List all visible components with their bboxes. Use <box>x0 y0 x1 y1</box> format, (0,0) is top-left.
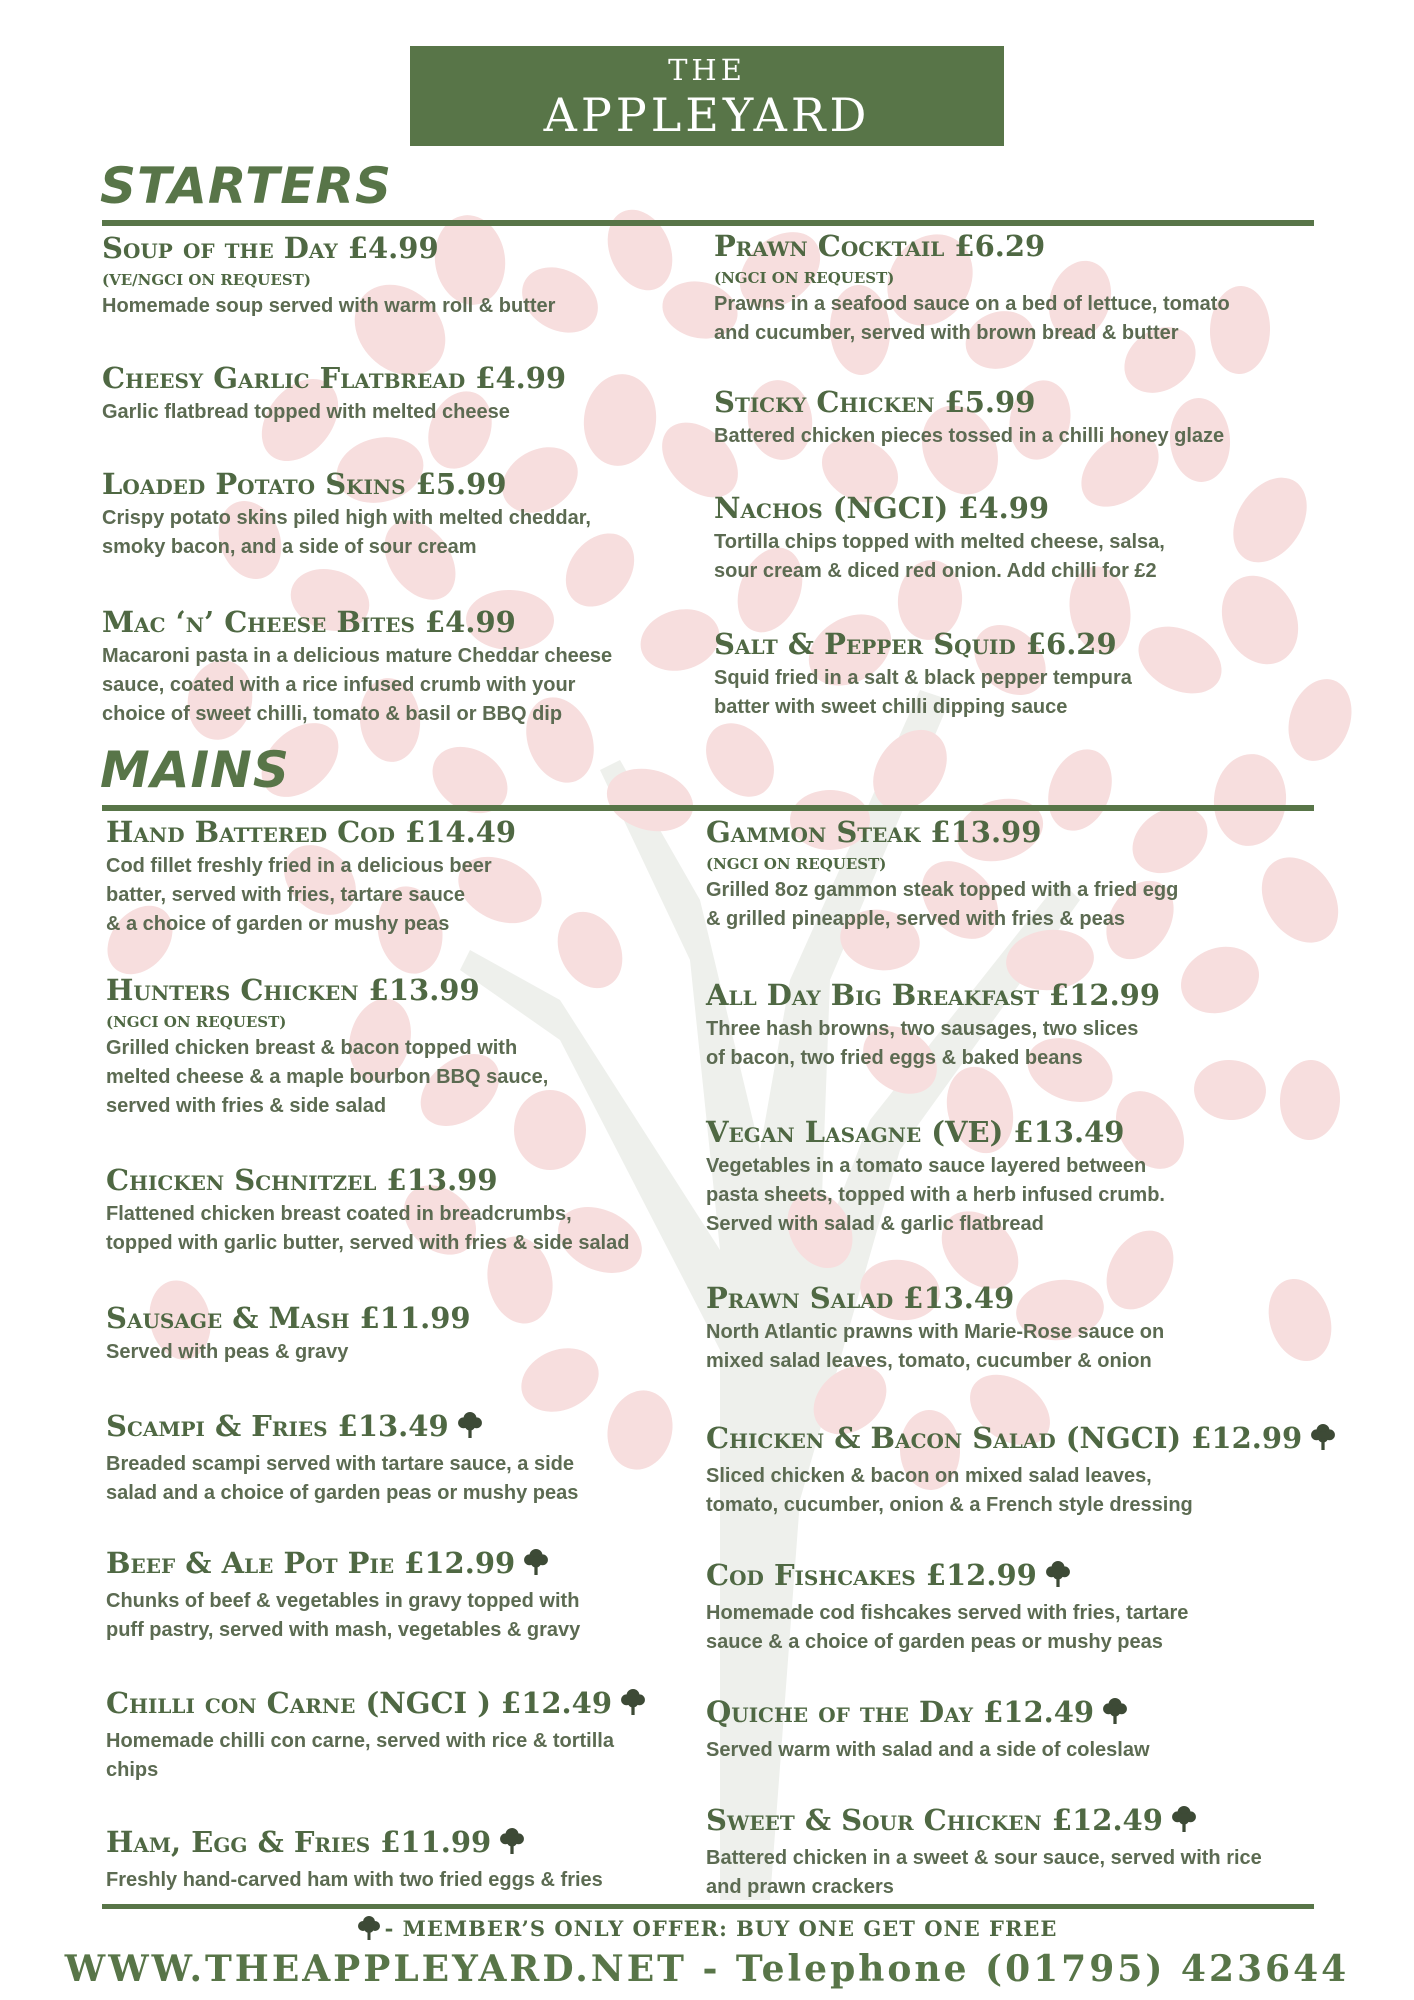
menu-item-description: choice of sweet chilli, tomato & basil or BBQ dip <box>102 703 563 725</box>
menu-item-description: and cucumber, served with brown bread & butter <box>714 322 1179 344</box>
mains-heading: MAINS <box>100 741 290 799</box>
tree-icon <box>1310 1422 1336 1462</box>
menu-item-description: Served warm with salad and a side of coleslaw <box>706 1739 1150 1761</box>
menu-item-name: Ham, Egg & Fries £11.99 <box>106 1825 492 1859</box>
menu-item-description: Cod fillet freshly fried in a delicious beer <box>106 855 492 877</box>
menu-item-name: Quiche of the Day £12.49 <box>706 1695 1095 1729</box>
tree-icon <box>499 1826 525 1866</box>
menu-item-description: Sliced chicken & bacon on mixed salad leaves, <box>706 1465 1152 1487</box>
menu-item <box>106 1406 716 1508</box>
menu-item-description: of bacon, two fried eggs & baked beans <box>706 1047 1083 1069</box>
menu-item-name: Prawn Salad £13.49 <box>706 1281 1015 1315</box>
menu-item <box>106 1683 716 1785</box>
menu-item-title <box>706 975 1316 1015</box>
menu-item-title <box>714 624 1324 664</box>
menu-item-name: Loaded Potato Skins £5.99 <box>102 467 507 501</box>
menu-item-name: All Day Big Breakfast £12.99 <box>706 978 1161 1012</box>
menu-item <box>706 1555 1316 1657</box>
menu-item-title <box>102 464 712 504</box>
menu-item-description: Garlic flatbread topped with melted cheese <box>102 401 510 423</box>
footer-divider <box>102 1904 1314 1909</box>
menu-item <box>102 228 712 321</box>
menu-item-title <box>706 1418 1316 1462</box>
menu-item-title <box>102 228 712 268</box>
menu-item-title <box>706 1112 1316 1152</box>
menu-item-name: Soup of the Day £4.99 <box>102 231 439 265</box>
menu-item-title <box>106 812 716 852</box>
tree-icon <box>457 1410 483 1450</box>
menu-item-title <box>102 602 712 642</box>
menu-item-title <box>714 488 1324 528</box>
menu-item <box>106 1160 716 1258</box>
menu-item-name: Cod Fishcakes £12.99 <box>706 1558 1037 1592</box>
menu-item-description: Squid fried in a salt & black pepper tempura <box>714 667 1132 689</box>
menu-item <box>706 1800 1316 1902</box>
menu-item-description: North Atlantic prawns with Marie-Rose sauce on <box>706 1321 1165 1343</box>
menu-item-description: chips <box>106 1759 159 1781</box>
menu-item <box>102 464 712 562</box>
menu-item-note: (NGCI ON REQUEST) <box>706 855 887 873</box>
tree-icon <box>620 1687 646 1727</box>
menu-item-description: Grilled 8oz gammon steak topped with a fried egg <box>706 879 1179 901</box>
menu-item-description: Chunks of beef & vegetables in gravy topped with <box>106 1590 580 1612</box>
tree-icon <box>1045 1559 1071 1599</box>
menu-item-description: batter, served with fries, tartare sauce <box>106 884 466 906</box>
menu-item-description: Grilled chicken breast & bacon topped with <box>106 1037 518 1059</box>
member-offer-text: - MEMBER’S ONLY OFFER: BUY ONE GET ONE FREE <box>384 1916 1058 1941</box>
menu-item-name: Mac ‘n’ Cheese Bites £4.99 <box>102 605 516 639</box>
menu-item-description: mixed salad leaves, tomato, cucumber & onion <box>706 1350 1152 1372</box>
menu-item-description: melted cheese & a maple bourbon BBQ sauce, <box>106 1066 549 1088</box>
menu-item <box>106 812 716 939</box>
menu-item-description: Crispy potato skins piled high with melted cheddar, <box>102 507 591 529</box>
menu-item-name: Gammon Steak £13.99 <box>706 815 1042 849</box>
menu-item <box>706 1112 1316 1239</box>
menu-item-description: Homemade soup served with warm roll & butter <box>102 295 556 317</box>
menu-item-title <box>102 358 712 398</box>
menu-item-name: Vegan Lasagne (VE) £13.49 <box>706 1115 1125 1149</box>
menu-item <box>706 1278 1316 1376</box>
menu-item-title <box>706 1692 1316 1736</box>
menu-item-description: Macaroni pasta in a delicious mature Cheddar cheese <box>102 645 613 667</box>
menu-item-name: Nachos (NGCI) £4.99 <box>714 491 1050 525</box>
menu-item-description: Three hash browns, two sausages, two slices <box>706 1018 1139 1040</box>
menu-item-description: Flattened chicken breast coated in breadcrumbs, <box>106 1203 572 1225</box>
menu-item-name: Chicken & Bacon Salad (NGCI) £12.99 <box>706 1421 1303 1455</box>
menu-item-description: Battered chicken in a sweet & sour sauce, served with rice <box>706 1847 1262 1869</box>
menu-item-title <box>714 226 1324 266</box>
menu-item <box>106 1543 716 1645</box>
tree-icon <box>523 1547 549 1587</box>
mains-divider <box>102 805 1314 811</box>
menu-item-title <box>706 812 1316 852</box>
menu-item-description: puff pastry, served with mash, vegetables & gravy <box>106 1619 581 1641</box>
menu-item <box>714 382 1324 451</box>
menu-item <box>706 1692 1316 1765</box>
menu-item-name: Cheesy Garlic Flatbread £4.99 <box>102 361 567 395</box>
menu-item-title <box>106 1822 716 1866</box>
menu-item-description: & grilled pineapple, served with fries & peas <box>706 908 1126 930</box>
menu-item-name: Sweet & Sour Chicken £12.49 <box>706 1803 1163 1837</box>
menu-item-note: (NGCI ON REQUEST) <box>714 269 895 287</box>
menu-item-description: Vegetables in a tomato sauce layered between <box>706 1155 1147 1177</box>
menu-item-description: served with fries & side salad <box>106 1095 387 1117</box>
menu-item <box>102 602 712 729</box>
menu-item <box>706 812 1316 934</box>
menu-item <box>106 1298 716 1367</box>
menu-item-name: Chilli con Carne (NGCI ) £12.49 <box>106 1686 613 1720</box>
menu-item-description: sour cream & diced red onion. Add chilli for £2 <box>714 560 1157 582</box>
menu-item <box>714 624 1324 722</box>
menu-item-name: Scampi & Fries £13.49 <box>106 1409 449 1443</box>
menu-item-description: Homemade chilli con carne, served with rice & tortilla <box>106 1730 614 1752</box>
menu-item-description: Served with salad & garlic flatbread <box>706 1213 1044 1235</box>
menu-item-title <box>706 1800 1316 1844</box>
menu-item-description: tomato, cucumber, onion & a French style dressing <box>706 1494 1193 1516</box>
menu-item-name: Hunters Chicken £13.99 <box>106 973 480 1007</box>
menu-item <box>102 358 712 427</box>
menu-item-description: topped with garlic butter, served with fries & side salad <box>106 1232 630 1254</box>
menu-item-description: Freshly hand-carved ham with two fried eggs & fries <box>106 1869 603 1891</box>
menu-item-title <box>706 1278 1316 1318</box>
menu-item-description: pasta sheets, topped with a herb infused crumb. <box>706 1184 1165 1206</box>
menu-item-title <box>106 1683 716 1727</box>
menu-item-description: batter with sweet chilli dipping sauce <box>714 696 1068 718</box>
menu-item-description: Battered chicken pieces tossed in a chilli honey glaze <box>714 425 1225 447</box>
logo-line-the: THE <box>668 53 746 87</box>
menu-item-note: (VE/NGCI ON REQUEST) <box>102 271 311 289</box>
menu-item <box>106 970 716 1121</box>
menu-item-name: Sausage & Mash £11.99 <box>106 1301 471 1335</box>
menu-item-description: Breaded scampi served with tartare sauce, a side <box>106 1453 574 1475</box>
menu-item-description: Served with peas & gravy <box>106 1341 349 1363</box>
menu-item-name: Hand Battered Cod £14.49 <box>106 815 517 849</box>
menu-item-description: smoky bacon, and a side of sour cream <box>102 536 477 558</box>
restaurant-logo-banner <box>410 46 1004 146</box>
menu-item-title <box>106 1160 716 1200</box>
menu-item-description: and prawn crackers <box>706 1876 894 1898</box>
menu-item <box>706 975 1316 1073</box>
menu-item-description: sauce & a choice of garden peas or mushy peas <box>706 1631 1163 1653</box>
menu-item-title <box>714 382 1324 422</box>
menu-item-name: Sticky Chicken £5.99 <box>714 385 1036 419</box>
menu-item <box>714 488 1324 586</box>
menu-item-name: Salt & Pepper Squid £6.29 <box>714 627 1117 661</box>
menu-item-description: salad and a choice of garden peas or mushy peas <box>106 1482 579 1504</box>
menu-item-title <box>706 1555 1316 1599</box>
starters-heading: STARTERS <box>100 157 392 215</box>
tree-icon <box>1102 1696 1128 1736</box>
menu-item <box>714 226 1324 348</box>
menu-item-description: Prawns in a seafood sauce on a bed of lettuce, tomato <box>714 293 1230 315</box>
menu-item-name: Beef & Ale Pot Pie £12.99 <box>106 1546 516 1580</box>
menu-item <box>706 1418 1316 1520</box>
menu-item-title <box>106 970 716 1010</box>
menu-item-title <box>106 1543 716 1587</box>
menu-item-name: Prawn Cocktail £6.29 <box>714 229 1046 263</box>
menu-item-description: & a choice of garden or mushy peas <box>106 913 450 935</box>
logo-line-appleyard: APPLEYARD <box>543 88 871 142</box>
tree-icon <box>1171 1804 1197 1844</box>
menu-item <box>106 1822 716 1895</box>
menu-item-title <box>106 1406 716 1450</box>
menu-item-note: (NGCI ON REQUEST) <box>106 1013 287 1031</box>
menu-item-title <box>106 1298 716 1338</box>
menu-item-name: Chicken Schnitzel £13.99 <box>106 1163 498 1197</box>
menu-item-description: Tortilla chips topped with melted cheese, salsa, <box>714 531 1165 553</box>
contact-line: WWW.THEAPPLEYARD.NET - Telephone (01795) 423644 <box>64 1948 1350 1990</box>
menu-item-description: sauce, coated with a rice infused crumb with your <box>102 674 576 696</box>
menu-item-description: Homemade cod fishcakes served with fries, tartare <box>706 1602 1189 1624</box>
